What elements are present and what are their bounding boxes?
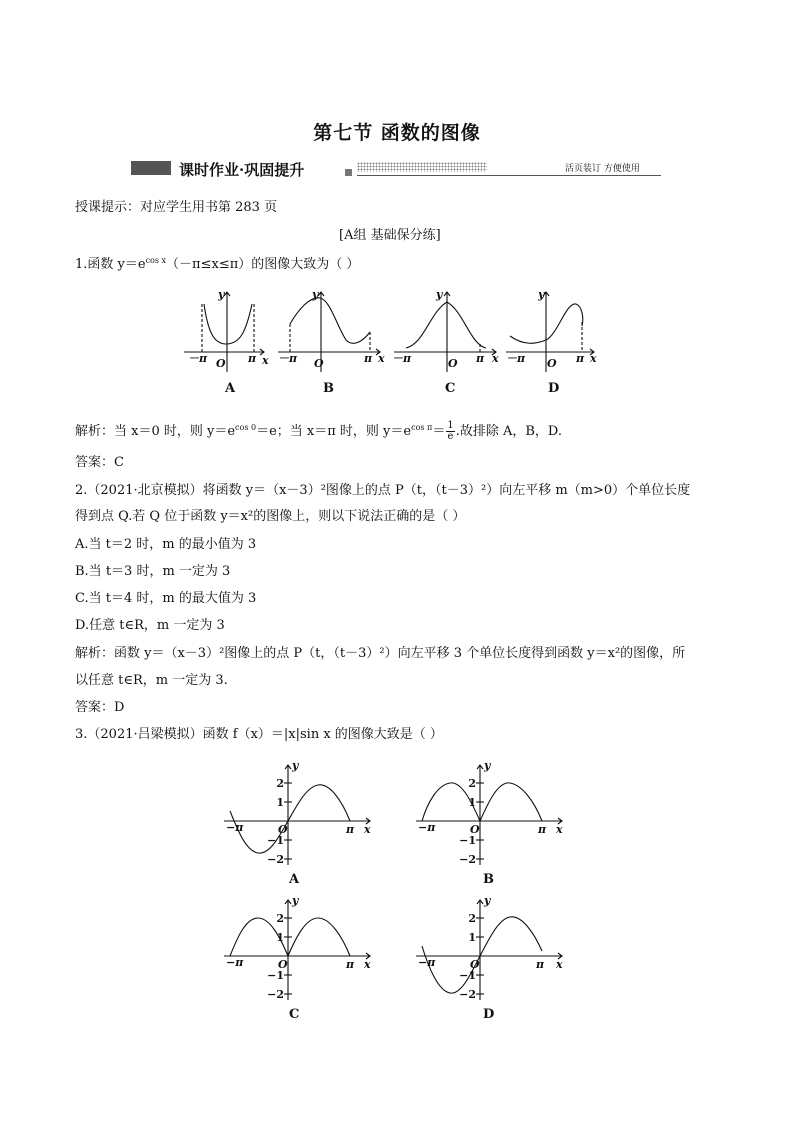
q3-d-pi: π bbox=[536, 958, 545, 971]
q3-stem: 3.（2021·吕梁模拟）函数 f（x）＝|x|sin x 的图像大致是（ ） bbox=[75, 727, 443, 742]
q1-b-xlabel: x bbox=[378, 352, 385, 365]
q3-c-ylabel: y bbox=[292, 894, 299, 907]
q3-b-ylabel: y bbox=[484, 759, 491, 772]
q3-c-origin: O bbox=[278, 958, 288, 971]
q1-option-d: D bbox=[548, 381, 560, 396]
q3-c-tick-m2: −2 bbox=[267, 988, 284, 1001]
q1-d-neg-pi: －π bbox=[506, 352, 526, 365]
q3-b-tick-1: 1 bbox=[468, 796, 476, 809]
page-title: 第七节 函数的图像 bbox=[313, 122, 481, 144]
banner-block bbox=[131, 161, 171, 175]
q3-c-neg-pi: −π bbox=[226, 956, 244, 969]
q1-option-b: B bbox=[323, 381, 334, 396]
q3-a-xlabel: x bbox=[364, 823, 371, 836]
q3-option-c: C bbox=[289, 1007, 300, 1022]
q1-d-pi: π bbox=[576, 352, 585, 365]
q3-b-pi: π bbox=[538, 823, 547, 836]
q3-option-d: D bbox=[483, 1007, 495, 1022]
q1-c-ylabel: y bbox=[436, 288, 443, 301]
q3-d-xlabel: x bbox=[556, 958, 563, 971]
q1-answer: 答案：C bbox=[75, 455, 124, 470]
q2-answer: 答案：D bbox=[75, 700, 125, 715]
q2-option-b: B.当 t＝3 时，m 一定为 3 bbox=[75, 564, 231, 579]
q3-d-tick-1: 1 bbox=[468, 931, 476, 944]
q3-b-xlabel: x bbox=[556, 823, 563, 836]
q1-option-a: A bbox=[225, 381, 236, 396]
q3-b-neg-pi: −π bbox=[418, 821, 436, 834]
q3-a-tick-m2: −2 bbox=[267, 853, 284, 866]
q3-a-tick-1: 1 bbox=[276, 796, 284, 809]
q1-d-xlabel: x bbox=[590, 352, 597, 365]
q1-b-ylabel: y bbox=[312, 288, 319, 301]
q1-graphs bbox=[180, 282, 620, 398]
q3-c-tick-1: 1 bbox=[276, 931, 284, 944]
q3-d-neg-pi: −π bbox=[418, 956, 436, 969]
q1-a-origin: O bbox=[216, 357, 226, 370]
q3-d-tick-m2: −2 bbox=[459, 988, 476, 1001]
banner-label: 课时作业·巩固提升 bbox=[179, 161, 305, 179]
q3-b-tick-2: 2 bbox=[468, 777, 476, 790]
q3-a-tick-m1: −1 bbox=[267, 834, 284, 847]
q1-stem: 1.函数 $y=e^{cos x}(-\pi\le x\le\pi)$的图像大致为（ ） bbox=[75, 256, 360, 272]
q3-option-a: A bbox=[289, 872, 300, 887]
banner-tag: 活页装订 方便使用 bbox=[565, 164, 640, 174]
q1-a-ylabel: y bbox=[218, 288, 225, 301]
q2-line1: 2.（2021·北京模拟）将函数 y＝（x－3）²图像上的点 P（t，（t－3）²）向左平移 m（m>0）个单位长度 bbox=[75, 483, 691, 498]
q1-c-neg-pi: －π bbox=[392, 352, 412, 365]
q3-b-tick-m1: −1 bbox=[459, 834, 476, 847]
q2-solution-2: 以任意 t∈R，m 一定为 3. bbox=[75, 673, 228, 688]
q3-graphs bbox=[210, 755, 590, 1030]
q1-c-pi: π bbox=[476, 352, 485, 365]
q1-d-origin: O bbox=[547, 357, 557, 370]
q2-option-c: C.当 t＝4 时，m 的最大值为 3 bbox=[75, 591, 257, 606]
q3-graph-a bbox=[224, 765, 370, 865]
banner-line bbox=[357, 175, 661, 176]
q3-c-xlabel: x bbox=[364, 958, 371, 971]
section-banner bbox=[131, 158, 661, 178]
q3-graph-b bbox=[416, 765, 562, 865]
q2-solution-1: 解析：函数 y＝（x－3）²图像上的点 P（t，（t－3）²）向左平移 3 个单位长度得到函数 y＝x²的图像，所 bbox=[75, 646, 686, 661]
q1-a-neg-pi: －π bbox=[188, 352, 208, 365]
q3-a-pi: π bbox=[346, 823, 355, 836]
q1-d-ylabel: y bbox=[538, 288, 545, 301]
q3-graph-d bbox=[416, 900, 562, 1000]
q3-d-tick-2: 2 bbox=[468, 912, 476, 925]
q1-option-c: C bbox=[445, 381, 456, 396]
teaching-hint: 授课提示：对应学生用书第 283 页 bbox=[75, 200, 278, 215]
q3-a-origin: O bbox=[278, 823, 288, 836]
q3-c-tick-m1: −1 bbox=[267, 969, 284, 982]
q1-a-pi: π bbox=[248, 352, 257, 365]
q3-d-ylabel: y bbox=[484, 894, 491, 907]
banner-dots bbox=[357, 162, 487, 172]
q3-d-origin: O bbox=[470, 958, 480, 971]
q1-solution: 解析：当 x＝0 时，则 $y=e^{cos 0}=e$；当 x＝π 时，则 $y=e^{cos \pi}=$ $\frac{1}{e}$ .故排除 A，B，D. bbox=[75, 420, 563, 442]
q3-a-ylabel: y bbox=[292, 759, 299, 772]
q3-graph-c bbox=[224, 900, 370, 1000]
q1-c-origin: O bbox=[448, 357, 458, 370]
q3-c-tick-2: 2 bbox=[276, 912, 284, 925]
q2-option-a: A.当 t＝2 时，m 的最小值为 3 bbox=[75, 537, 257, 552]
q2-line2: 得到点 Q.若 Q 位于函数 y＝x²的图像上，则以下说法正确的是（ ） bbox=[75, 509, 466, 524]
q3-a-tick-2: 2 bbox=[276, 777, 284, 790]
q3-c-pi: π bbox=[346, 958, 355, 971]
q1-b-neg-pi: －π bbox=[278, 352, 298, 365]
group-label: [A组 基础保分练] bbox=[339, 228, 441, 243]
q1-a-xlabel: x bbox=[262, 354, 269, 367]
q3-b-tick-m2: −2 bbox=[459, 853, 476, 866]
q3-d-tick-m1: −1 bbox=[459, 969, 476, 982]
q1-b-pi: π bbox=[364, 352, 373, 365]
q3-a-neg-pi: −π bbox=[226, 821, 244, 834]
banner-square bbox=[345, 169, 352, 176]
q1-b-origin: O bbox=[314, 357, 324, 370]
q3-option-b: B bbox=[483, 872, 494, 887]
q1-c-xlabel: x bbox=[492, 352, 499, 365]
q2-option-d: D.任意 t∈R，m 一定为 3 bbox=[75, 618, 225, 633]
q3-b-origin: O bbox=[470, 823, 480, 836]
q1-fraction: $\frac{1}{e}$ bbox=[447, 420, 454, 442]
